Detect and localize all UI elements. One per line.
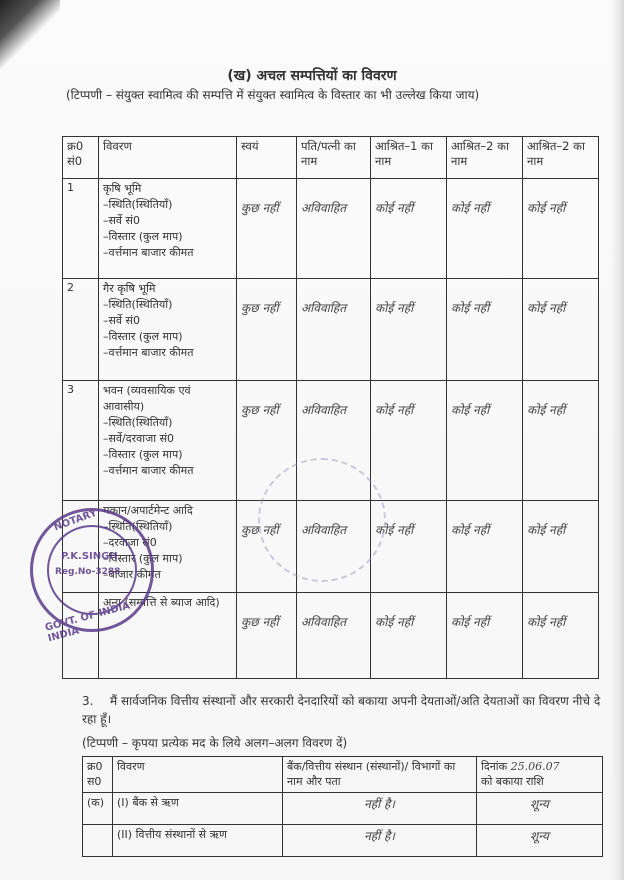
section-3-note: (टिप्पणी – कृपया प्रत्येक मद के लिये अलग–अलग विवरण दें) <box>82 736 348 750</box>
handwritten-value: शून्य <box>530 829 549 843</box>
handwritten-value: कुछ नहीं <box>241 201 279 215</box>
handwritten-value: कोई नहीं <box>451 301 490 315</box>
header-dependent-2: आश्रित–2 का नाम <box>447 137 523 179</box>
liabilities-table <box>82 756 603 857</box>
row-dependent-3 <box>523 179 599 279</box>
handwritten-value: कोई नहीं <box>527 301 566 315</box>
handwritten-value: कोई नहीं <box>451 201 490 215</box>
handwritten-value: कोई नहीं <box>527 403 566 417</box>
handwritten-value: कोई नहीं <box>451 615 490 629</box>
row-dependent-3 <box>523 593 599 679</box>
table-header-row <box>83 757 603 793</box>
handwritten-value: कोई नहीं <box>527 201 566 215</box>
row-dependent-2 <box>447 381 523 501</box>
row-sn: 1 <box>63 179 99 279</box>
description-line: –सर्वे सं0 <box>103 214 140 227</box>
description-line: कृषि भूमि <box>103 182 142 195</box>
row-description <box>99 179 237 279</box>
header-dependent-3: आश्रित–2 का नाम <box>523 137 599 179</box>
description-line: अन्य (सम्पत्ति से ब्याज आदि) <box>103 596 220 609</box>
row-dependent-1 <box>371 381 447 501</box>
scan-corner-shadow <box>0 0 60 70</box>
description-line: –वर्त्तमान बाजार कीमत <box>103 346 194 359</box>
header-description: विवरण <box>113 757 283 793</box>
handwritten-value: अविवाहित <box>301 201 347 215</box>
row-dependent-3 <box>523 381 599 501</box>
row-self <box>237 179 297 279</box>
date-label: दिनांक <box>481 760 508 773</box>
description-line: गैर कृषि भूमि <box>103 282 156 295</box>
row-spouse <box>297 279 371 381</box>
row-sn: 2 <box>63 279 99 381</box>
handwritten-value: कोई नहीं <box>375 523 414 537</box>
handwritten-value: कुछ नहीं <box>241 403 279 417</box>
description-line: –सर्वे/दरवाजा सं0 <box>103 432 175 445</box>
description-line: –विस्तार (कुल माप) <box>103 552 183 565</box>
row-bank <box>283 793 477 825</box>
due-label: को बकाया राशि <box>481 775 544 788</box>
header-bank: बैंक/वित्तीय संस्थान (संस्थानों)/ विभागों का नाम और पता <box>283 757 477 793</box>
handwritten-value: कोई नहीं <box>375 301 414 315</box>
handwritten-value: अविवाहित <box>301 301 347 315</box>
handwritten-value: कोई नहीं <box>375 403 414 417</box>
row-sn: 3 <box>63 381 99 501</box>
description-line: –स्थिति(स्थितियॉं) <box>103 298 173 311</box>
description-line: –स्थिति(स्थितियॉं) <box>103 198 173 211</box>
description-line: –स्थिति(स्थितियॉं) <box>103 416 173 429</box>
row-amount <box>477 793 603 825</box>
row-description: (I) बैंक से ऋण <box>113 793 283 825</box>
handwritten-value: कुछ नहीं <box>241 615 279 629</box>
header-dependent-1: आश्रित–1 का नाम <box>371 137 447 179</box>
stamp-text: P.K.SINGH <box>61 551 118 562</box>
description-line: मकान/अपार्टमेन्ट आदि <box>103 504 193 517</box>
table-row <box>63 179 599 279</box>
row-dependent-2 <box>447 279 523 381</box>
scan-edge-shadow <box>610 0 624 880</box>
row-amount <box>477 825 603 857</box>
handwritten-value: कोई नहीं <box>451 523 490 537</box>
description-line: –वर्त्तमान बाजार कीमत <box>103 246 194 259</box>
handwritten-value: कोई नहीं <box>527 523 566 537</box>
row-bank <box>283 825 477 857</box>
row-dependent-1 <box>371 593 447 679</box>
row-self <box>237 279 297 381</box>
row-description <box>99 279 237 381</box>
stamp-text: Reg.No-3288 <box>55 567 121 577</box>
description-line: –विस्तार (कुल माप) <box>103 448 183 461</box>
description-line: –सर्वे सं0 <box>103 314 140 327</box>
row-spouse <box>297 593 371 679</box>
handwritten-value: अविवाहित <box>301 615 347 629</box>
table-row <box>63 279 599 381</box>
row-dependent-3 <box>523 279 599 381</box>
handwritten-value: अविवाहित <box>301 403 347 417</box>
handwritten-value: कुछ नहीं <box>241 523 279 537</box>
notary-stamp <box>30 507 154 645</box>
row-description: (II) वित्तीय संस्थानों से ऋण <box>113 825 283 857</box>
description-line: –वर्त्तमान बाजार कीमत <box>103 464 194 477</box>
description-line: भवन (व्यवसायिक एवं आवासीय) <box>103 384 191 413</box>
header-date-due <box>477 757 603 793</box>
row-self <box>237 593 297 679</box>
description-line: –विस्तार (कुल माप) <box>103 330 183 343</box>
table-row <box>83 793 603 825</box>
row-description <box>99 381 237 501</box>
description-line: –दरवाजा सं0 <box>103 536 157 549</box>
row-sn: (क) <box>83 793 113 825</box>
header-sn: क्र0 सं0 <box>63 137 99 179</box>
stamp-text: GOVT. OF INDIA INDIA <box>43 600 132 645</box>
row-sn <box>83 825 113 857</box>
description-line: –बाजार कीमत <box>103 568 161 581</box>
handwritten-value: कोई नहीं <box>375 201 414 215</box>
row-dependent-2 <box>447 179 523 279</box>
header-sn: क्र0 स0 <box>83 757 113 793</box>
header-description: विवरण <box>99 137 237 179</box>
handwritten-value: नहीं है। <box>364 797 395 811</box>
section-3-text: मैं सार्वजनिक वित्तीय संस्थानों और सरकारी देनदारियों को बकाया अपनी देयताओं/अति देयताओं का विवरण नीचे दे रहा हूँ। <box>82 694 601 726</box>
section-3-paragraph <box>82 692 602 728</box>
handwritten-value: शून्य <box>530 797 549 811</box>
date-value: 25.06.07 <box>510 760 560 773</box>
section-number: 3. <box>82 694 94 708</box>
row-dependent-1 <box>371 279 447 381</box>
faint-seal-stamp <box>258 458 386 582</box>
row-dependent-2 <box>447 593 523 679</box>
row-dependent-2 <box>447 501 523 593</box>
table-header-row <box>63 137 599 179</box>
row-dependent-1 <box>371 179 447 279</box>
header-spouse: पति/पत्नी का नाम <box>297 137 371 179</box>
handwritten-value: कुछ नहीं <box>241 301 279 315</box>
header-self: स्वयं <box>237 137 297 179</box>
handwritten-value: अविवाहित <box>301 523 347 537</box>
stamp-text: NOTARY <box>52 507 99 534</box>
row-spouse <box>297 179 371 279</box>
handwritten-value: नहीं है। <box>364 829 395 843</box>
section-note: (टिप्पणी – संयुक्त स्वामित्व की सम्पत्ति में संयुक्त स्वामित्व के विस्तार का भी उल्लेख किया जाय) <box>66 88 480 102</box>
description-line: –स्थिति(स्थितियॉं) <box>103 520 173 533</box>
handwritten-value: कोई नहीं <box>451 403 490 417</box>
section-heading: (ख) अचल सम्पत्तियों का विवरण <box>227 68 397 84</box>
description-line: –विस्तार (कुल माप) <box>103 230 183 243</box>
handwritten-value: कोई नहीं <box>527 615 566 629</box>
handwritten-value: कोई नहीं <box>375 615 414 629</box>
table-row <box>83 825 603 857</box>
row-dependent-3 <box>523 501 599 593</box>
